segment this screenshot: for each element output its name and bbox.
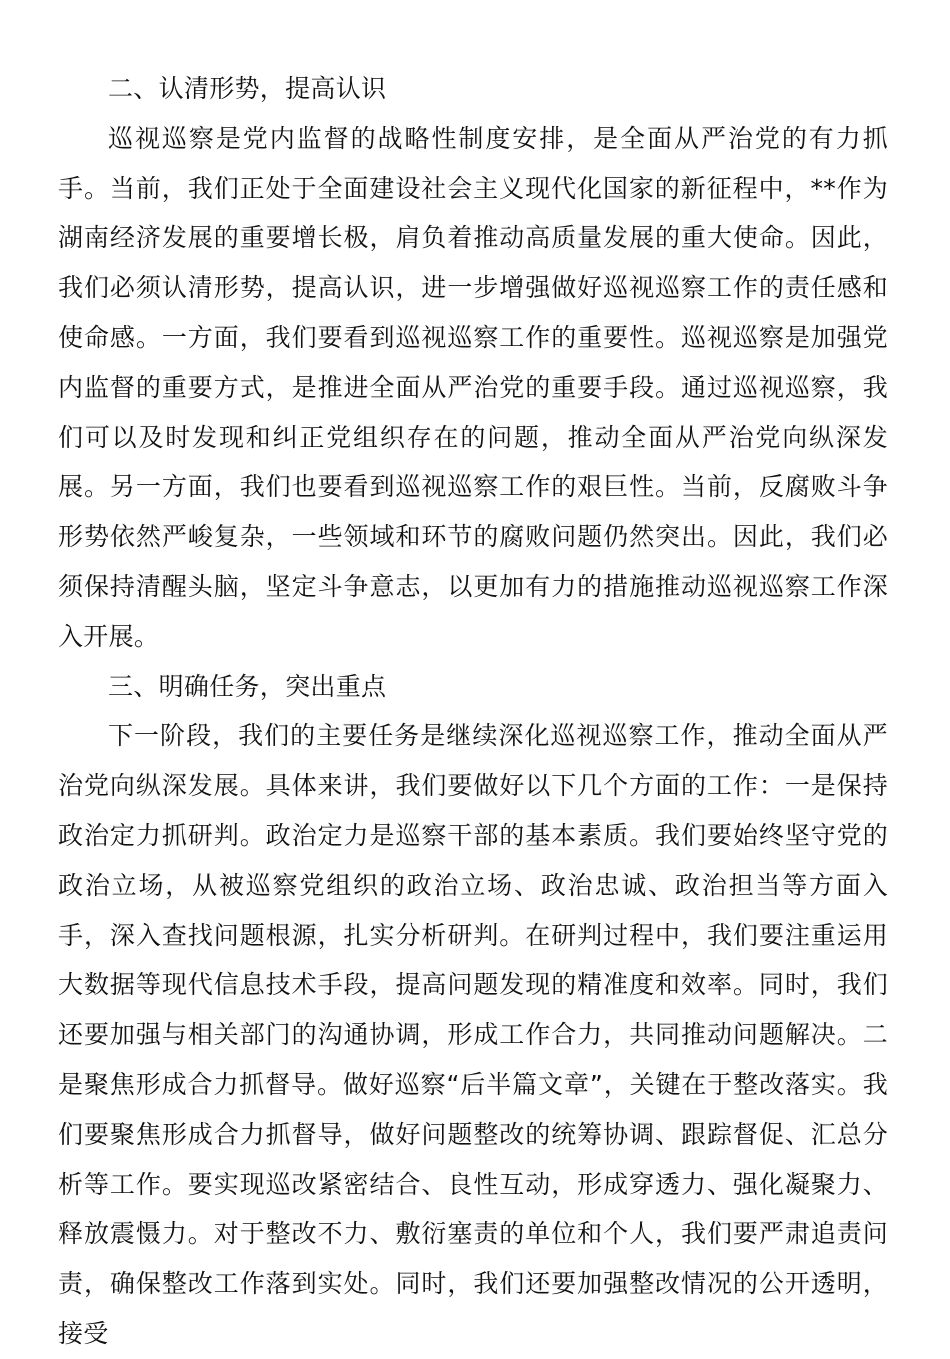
- document-page: [58, 64, 888, 1359]
- paragraph-tasks: 下一阶段，我们的主要任务是继续深化巡视巡察工作，推动全面从严治党向纵深发展。具体来讲，我们要做好以下几个方面的工作：一是保持政治定力抓研判。政治定力是巡察干部的基本素质。我们要始终坚守党的政治立场，从被巡察党组织的政治立场、政治忠诚、政治担当等方面入手，深入查找问题根源，扎实分析研判。在研判过程中，我们要注重运用大数据等现代信息技术手段，提高问题发现的精准度和效率。同时，我们还要加强与相关部门的沟通协调，形成工作合力，共同推动问题解决。二是聚焦形成合力抓督导。做好巡察“后半篇文章”，关键在于整改落实。我们要聚焦形成合力抓督导，做好问题整改的统筹协调、跟踪督促、汇总分析等工作。要实现巡改紧密结合、良性互动，形成穿透力、强化凝聚力、释放震慑力。对于整改不力、敷衍塞责的单位和个人，我们要严肃追责问责，确保整改工作落到实处。同时，我们还要加强整改情况的公开透明，接受: [58, 721, 888, 1348]
- section-heading-situation: 二、认清形势，提高认识: [108, 74, 387, 103]
- paragraph-situation: 巡视巡察是党内监督的战略性制度安排，是全面从严治党的有力抓手。当前，我们正处于全面建设社会主义现代化国家的新征程中，**作为湖南经济发展的重要增长极，肩负着推动高质量发展的重大使命。因此，我们必须认清形势，提高认识，进一步增强做好巡视巡察工作的责任感和使命感。一方面，我们要看到巡视巡察工作的重要性。巡视巡察是加强党内监督的重要方式，是推进全面从严治党的重要手段。通过巡视巡察，我们可以及时发现和纠正党组织存在的问题，推动全面从严治党向纵深发展。另一方面，我们也要看到巡视巡察工作的艰巨性。当前，反腐败斗争形势依然严峻复杂，一些领域和环节的腐败问题仍然突出。因此，我们必须保持清醒头脑，坚定斗争意志，以更加有力的措施推动巡视巡察工作深入开展。: [58, 123, 888, 651]
- section-heading-tasks: 三、明确任务，突出重点: [108, 671, 387, 701]
